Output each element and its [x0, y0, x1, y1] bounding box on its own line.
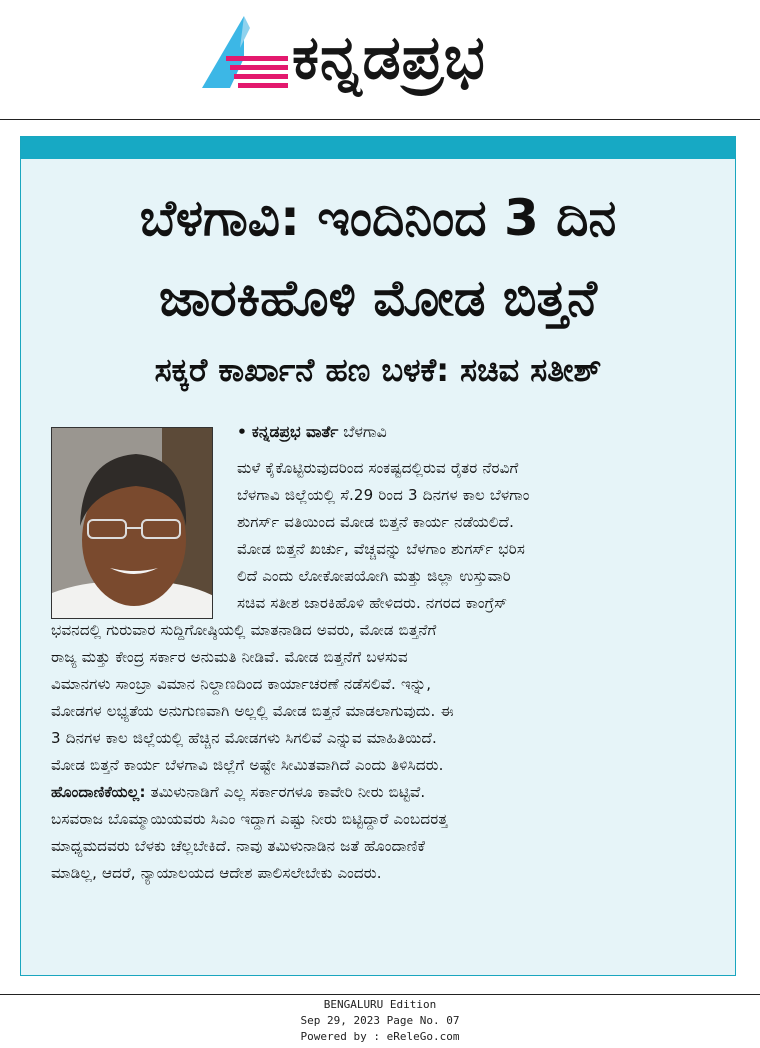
- body-line: ವಿಮಾನಗಳು ಸಾಂಬ್ರಾ ವಿಮಾನ ನಿಲ್ದಾಣದಿಂದ ಕಾರ್ಯಾಚರಣೆ ನಡೆಸಲಿವೆ. ಇನ್ನು,: [51, 675, 432, 693]
- footer: [0, 994, 760, 1048]
- footer-edition: BENGALURU Edition: [323, 998, 437, 1011]
- byline-source: ಕನ್ನಡಪ್ರಭ ವಾರ್ತೆ: [251, 423, 339, 441]
- headline-line-2: ಜಾರಕಿಹೊಳಿ ಮೋಡ ಬಿತ್ತನೆ: [158, 269, 598, 327]
- byline: [237, 423, 387, 442]
- body-line: ಬಸವರಾಜ ಬೊಮ್ಮಾಯಿಯವರು ಸಿಎಂ ಇದ್ದಾಗ ಎಷ್ಟು ನೀರು ಬಿಟ್ಟಿದ್ದಾರೆ ಎಂಬದರತ್ತ: [51, 810, 448, 828]
- body-line: ಮೋಡ ಬಿತ್ತನೆ ಕಾರ್ಯ ಬೆಳಗಾವಿ ಜಿಲ್ಲೆಗೆ ಅಷ್ಟೇ ಸೀಮಿತವಾಗಿದೆ ಎಂದು ತಿಳಿಸಿದರು.: [51, 756, 444, 774]
- body-line: ಮಾಧ್ಯಮದವರು ಬೆಳಕು ಚೆಲ್ಲಬೇಕಿದೆ. ನಾವು ತಮಿಳುನಾಡಿನ ಜತೆ ಹೊಂದಾಣಿಕೆ: [51, 837, 426, 855]
- article-top-band: [21, 137, 735, 159]
- body-line: 3 ದಿನಗಳ ಕಾಲ ಜಿಲ್ಲೆಯಲ್ಲಿ ಹೆಚ್ಚಿನ ಮೋಡಗಳು ಸಿಗಲಿವೆ ಎನ್ನುವ ಮಾಹಿತಿಯಿದೆ.: [51, 729, 437, 747]
- body-line: ರಾಜ್ಯ ಮತ್ತು ಕೇಂದ್ರ ಸರ್ಕಾರ ಅನುಮತಿ ನೀಡಿವೆ. ಮೋಡ ಬಿತ್ತನೆಗೆ ಬಳಸುವ: [51, 648, 408, 666]
- paragraph-2-first-line: [51, 783, 425, 801]
- logo-icon: [200, 14, 290, 90]
- body-line: ಸಚಿವ ಸತೀಶ ಜಾರಕಿಹೊಳಿ ಹೇಳಿದರು. ನಗರದ ಕಾಂಗ್ರೆಸ್: [237, 594, 508, 612]
- body-line: ಲಿದೆ ಎಂದು ಲೋಕೋಪಯೋಗಿ ಮತ್ತು ಜಿಲ್ಲಾ ಉಸ್ತುವಾರಿ: [237, 567, 511, 585]
- body-line: ಮೋಡಗಳ ಲಭ್ಯತೆಯ ಅನುಗುಣವಾಗಿ ಅಲ್ಲಲ್ಲಿ ಮೋಡ ಬಿತ್ತನೆ ಮಾಡಲಾಗುವುದು. ಈ: [51, 702, 454, 720]
- body-line: ಶುಗರ್ಸ್ ವತಿಯಿಂದ ಮೋಡ ಬಿತ್ತನೆ ಕಾರ್ಯ ನಡೆಯಲಿದೆ.: [237, 513, 515, 531]
- footer-date-page: Sep 29, 2023 Page No. 07: [300, 1014, 460, 1027]
- headline-line-1: ಬೆಳಗಾವಿ: ಇಂದಿನಿಂದ 3 ದಿನ: [139, 189, 617, 247]
- paragraph-2-first-rest: ತಮಿಳುನಾಡಿಗೆ ಎಲ್ಲ ಸರ್ಕಾರಗಳೂ ಕಾವೇರಿ ನೀರು ಬಿಟ್ಟಿವೆ.: [145, 783, 426, 801]
- byline-bullet: •: [237, 423, 247, 441]
- paragraph-2-lead: ಹೊಂದಾಣಿಕೆಯಲ್ಲ:: [51, 783, 146, 801]
- body-line: ಭವನದಲ್ಲಿ ಗುರುವಾರ ಸುದ್ದಿಗೋಷ್ಠಿಯಲ್ಲಿ ಮಾತನಾಡಿದ ಅವರು, ಮೋಡ ಬಿತ್ತನೆಗೆ: [51, 621, 437, 639]
- article-box: [20, 136, 736, 976]
- byline-place: ಬೆಳಗಾವಿ: [343, 423, 387, 441]
- logo-wordmark: ಕನ್ನಡಪ್ರಭ: [292, 23, 486, 93]
- footer-powered-by: Powered by : eReleGo.com: [300, 1030, 460, 1043]
- body-line: ಮಳೆ ಕೈಕೊಟ್ಟಿರುವುದರಿಂದ ಸಂಕಷ್ಟದಲ್ಲಿರುವ ರೈತರ ನೆರವಿಗೆ: [237, 459, 519, 477]
- masthead: [0, 0, 760, 120]
- subheadline: ಸಕ್ಕರೆ ಕಾರ್ಖಾನೆ ಹಣ ಬಳಕೆ: ಸಚಿವ ಸತೀಶ್: [154, 351, 602, 389]
- minister-photo: [51, 427, 213, 619]
- body-line: ಬೆಳಗಾವಿ ಜಿಲ್ಲೆಯಲ್ಲಿ ಸೆ.29 ರಿಂದ 3 ದಿನಗಳ ಕಾಲ ಬೆಳಗಾಂ: [237, 486, 530, 504]
- body-line: ಮೋಡ ಬಿತ್ತನೆ ಖರ್ಚು, ವೆಚ್ಚವನ್ನು ಬೆಳಗಾಂ ಶುಗರ್ಸ್ ಭರಿಸ: [237, 540, 526, 558]
- body-line: ಮಾಡಿಲ್ಲ, ಆದರೆ, ನ್ಯಾಯಾಲಯದ ಆದೇಶ ಪಾಲಿಸಲೇಬೇಕು ಎಂದರು.: [51, 864, 382, 882]
